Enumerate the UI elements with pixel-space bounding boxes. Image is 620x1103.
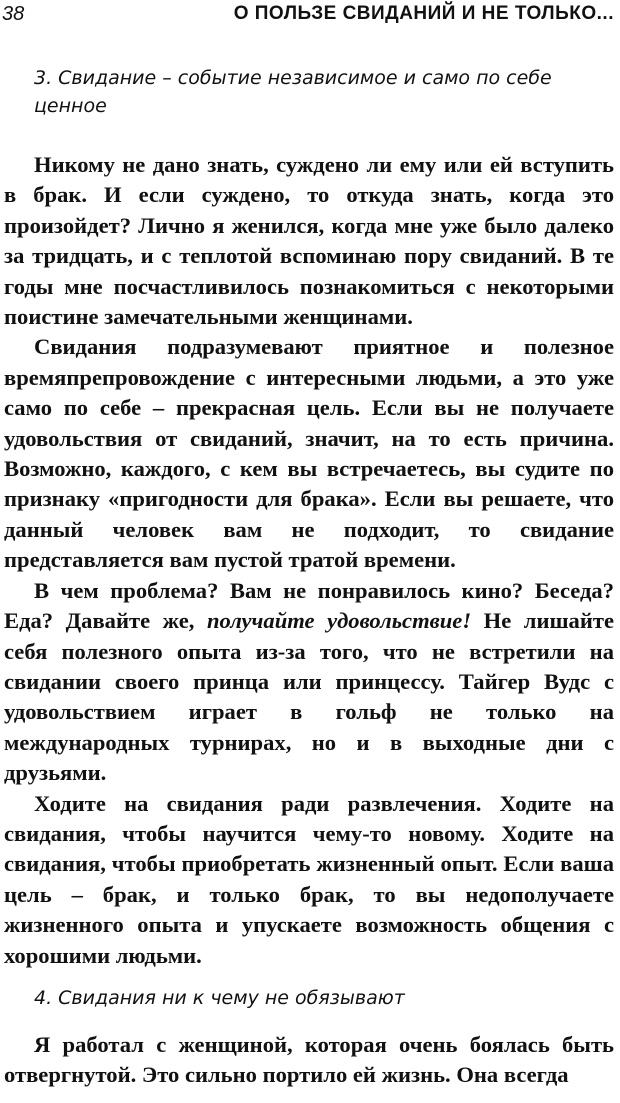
paragraph-2: Свидания подразумевают приятное и полезное времяпрепровождение с интересными людьми, а это уже само по себе – прекрасная цель. Если вы не получаете удовольствия от свиданий, значит, на то есть причина. Возможно, каждого, с кем вы встречаетесь, вы судите по признаку «пригодности для брака». Если вы решаете, что данный человек вам не подходит, то свидание представляется вам пустой тратой времени. [4, 334, 614, 573]
paragraph-3-text-start: В чем проблема? Вам не понравилось кино? Беседа? Еда? Давайте же, [4, 577, 614, 634]
section-3-body [4, 150, 614, 971]
paragraph-1: Никому не дано знать, суждено ли ему или ей вступить в брак. И если суждено, то откуда знать, когда это произойдет? Лично я женился, когда мне уже было далеко за тридцать, и с теплотой вспоминаю пору свиданий. В те годы мне посчастливилось познакомиться с некоторыми поистине замечательными женщинами. [4, 152, 614, 330]
paragraph-4: Ходите на свидания ради развлечения. Ходите на свидания, чтобы научится чему-то новому. Ходите на свидания, чтобы приобретать жизненный опыт. Если ваша цель – брак, и только брак, то вы недополучаете жизненного опыта и упускаете возможность общения с хорошими людьми. [4, 790, 614, 968]
paragraph-3 [4, 576, 614, 789]
section-heading-4: 4. Свидания ни к чему не обязывают [34, 987, 405, 1009]
paragraph-5: Я работал с женщиной, которая очень боялась быть отвергнутой. Это сильно портило ей жизнь. Она всегда [4, 1032, 614, 1088]
paragraph-3-text-end: Не лишайте себя полезного опыта из-за того, что не встретили на свидании своего принца или принцессу. Тайгер Вудс с удовольствием играет в гольф не только на международных турнирах, но и в выходные дни с друзьями. [4, 608, 614, 786]
section-4-body [4, 1030, 614, 1091]
running-title: О ПОЛЬЗЕ СВИДАНИЙ И НЕ ТОЛЬКО... [233, 3, 614, 24]
section-heading-3: 3. Свидание – событие независимое и само по себе ценное [34, 67, 552, 117]
emphasis-text: получайте удовольствие! [206, 608, 472, 634]
running-header [0, 0, 620, 40]
page-number: 38 [2, 3, 25, 25]
